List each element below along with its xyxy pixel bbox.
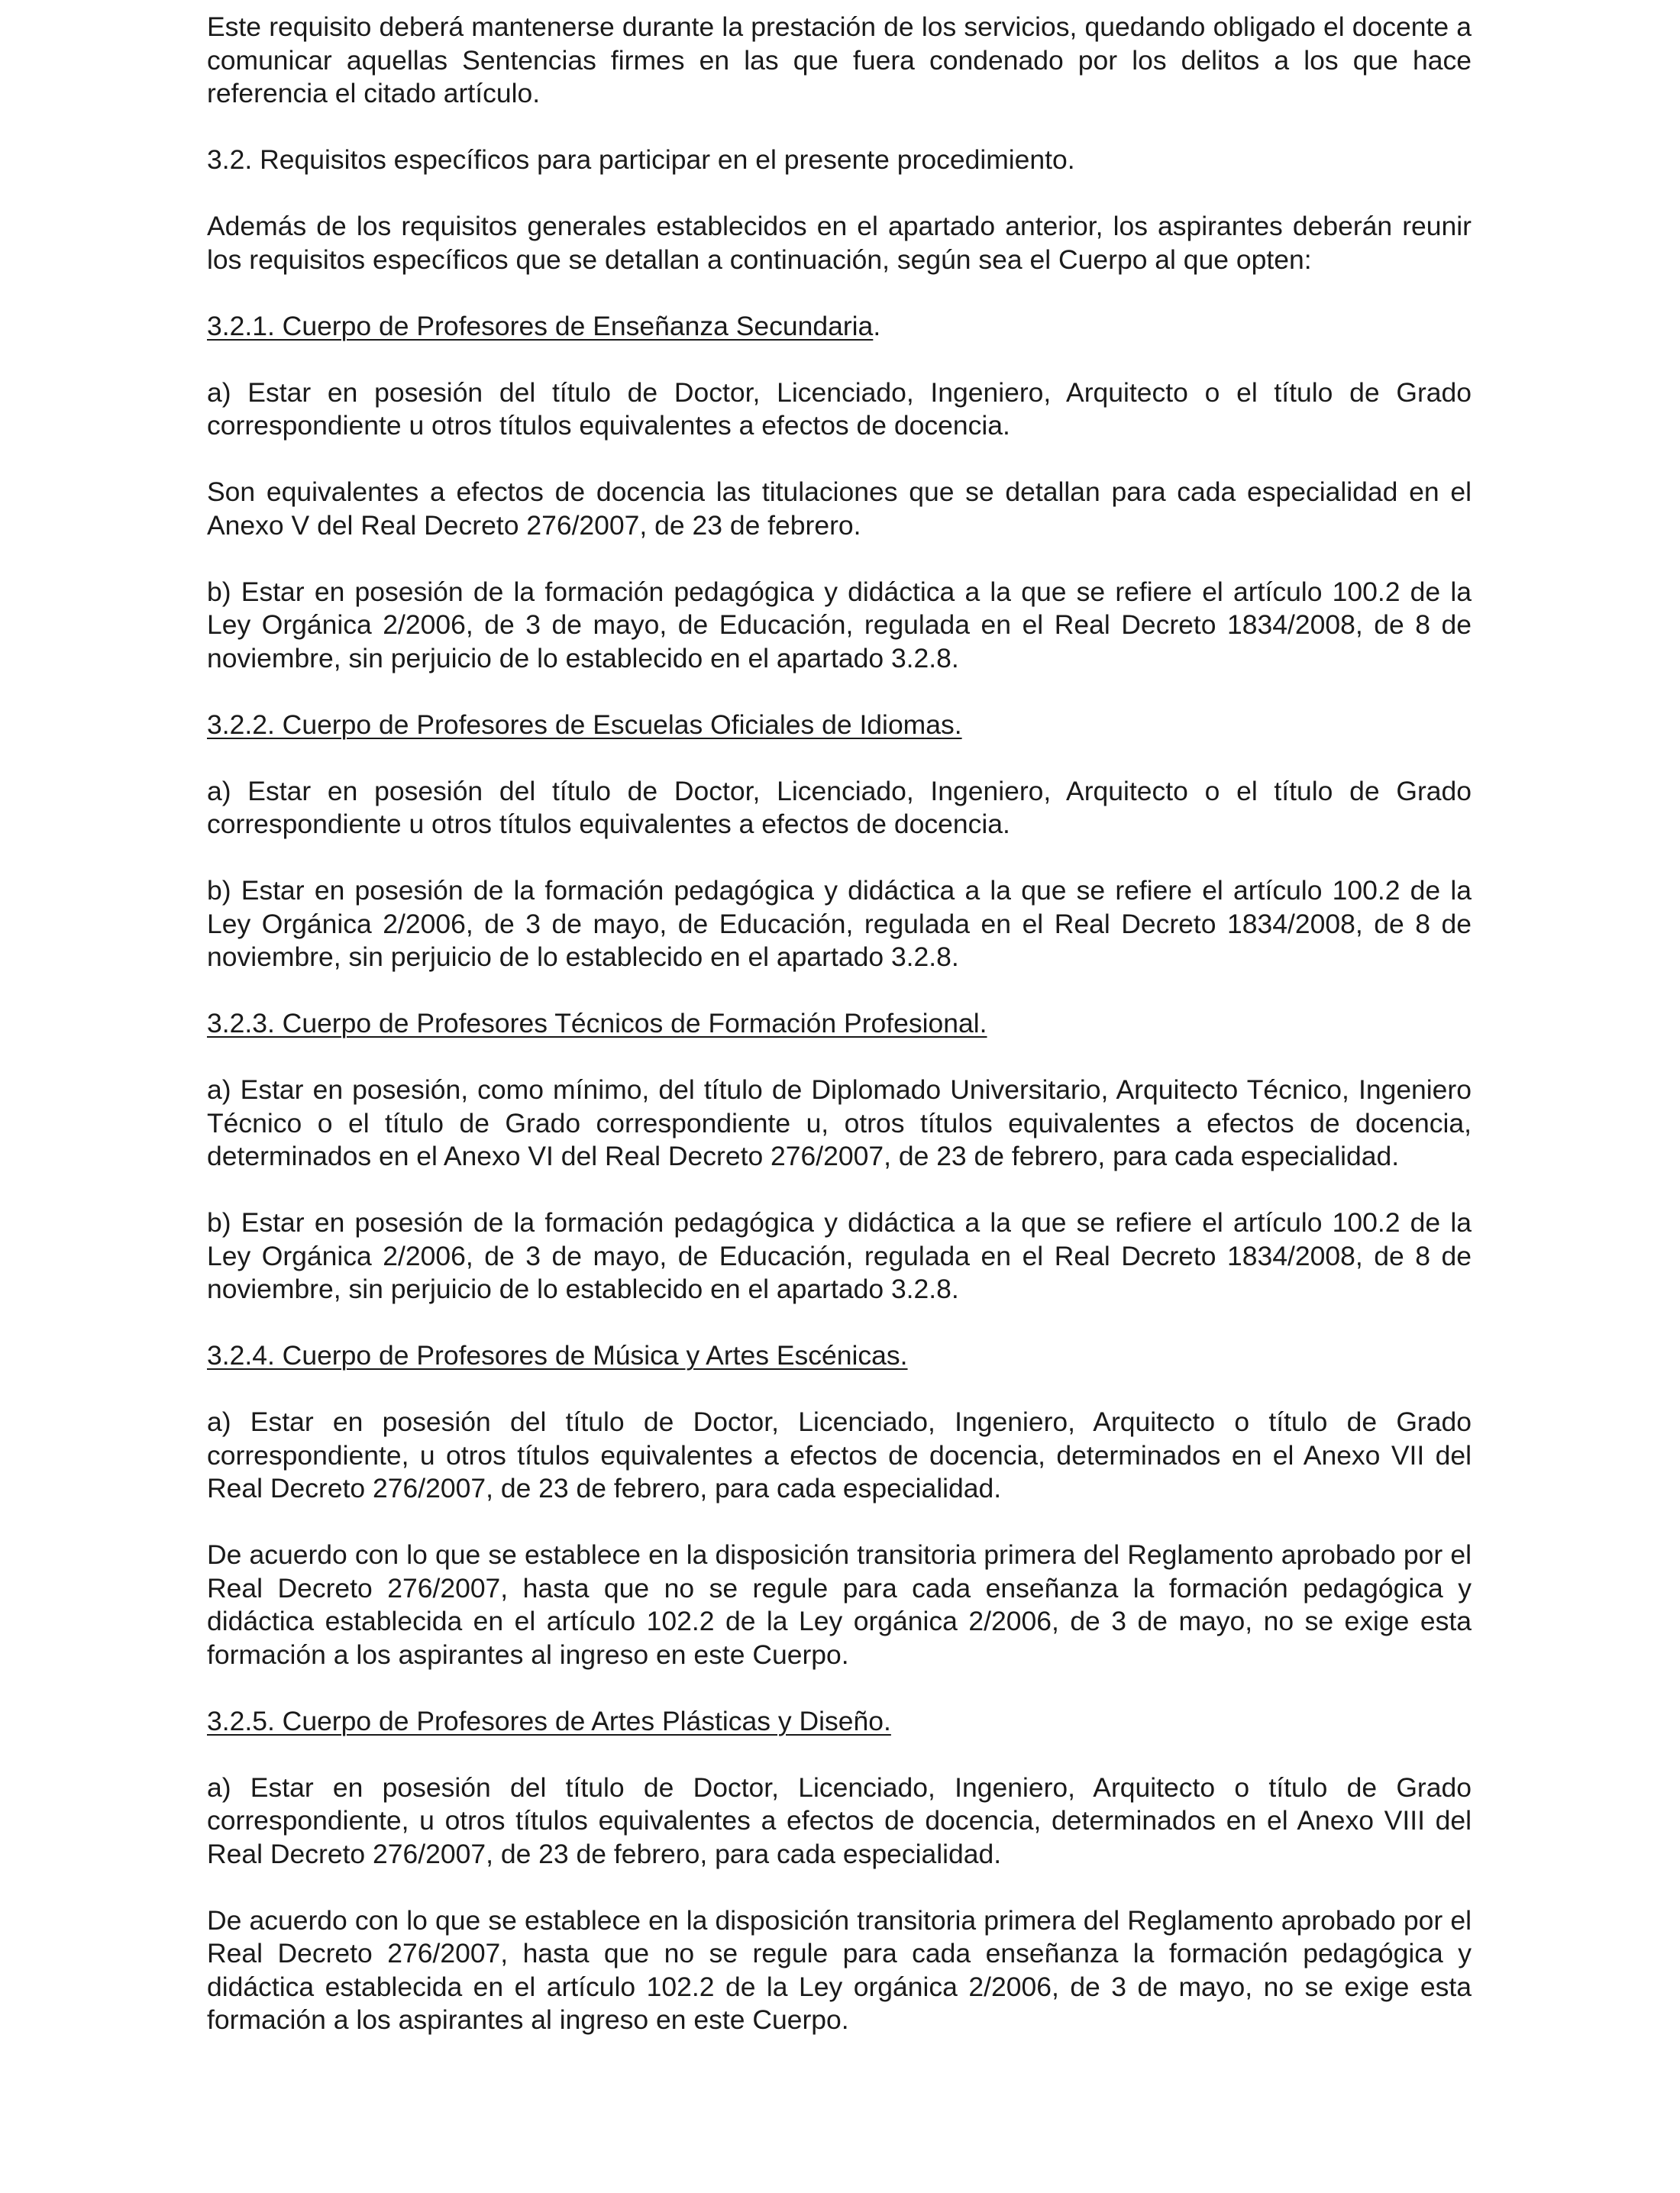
section-3-2-5-requirement-a: a) Estar en posesión del título de Doctor, Licenciado, Ingeniero, Arquitecto o título de Grado correspondiente, u otros títulos equivalentes a efectos de docencia, determinados en el Anexo VIII del Real Decreto 276/2007, de 23 de febrero, para cada especialidad. <box>207 1772 1472 1869</box>
section-3-2-1-requirement-a: a) Estar en posesión del título de Doctor, Licenciado, Ingeniero, Arquitecto o el título de Grado correspondiente u otros títulos equivalentes a efectos de docencia. <box>207 376 1472 441</box>
section-3-2-title: 3.2. Requisitos específicos para participar en el presente procedimiento. <box>207 144 1075 175</box>
section-3-2-2-requirement-a: a) Estar en posesión del título de Doctor, Licenciado, Ingeniero, Arquitecto o el título de Grado correspondiente u otros títulos equivalentes a efectos de docencia. <box>207 775 1472 839</box>
document-page <box>207 11 1472 2070</box>
section-3-2-text: Además de los requisitos generales establecidos en el apartado anterior, los aspirantes deberán reunir los requisitos específicos que se detallan a continuación, según sea el Cuerpo al que opten: <box>207 211 1472 275</box>
section-3-2-2-heading-text: 3.2.2. Cuerpo de Profesores de Escuelas Oficiales de Idiomas. <box>207 709 962 740</box>
section-3-2-3-heading <box>207 1007 1472 1041</box>
section-3-2-1-heading-suffix: . <box>873 310 881 341</box>
section-3-2-3-requirement-b: b) Estar en posesión de la formación pedagógica y didáctica a la que se refiere el artículo 100.2 de la Ley Orgánica 2/2006, de 3 de mayo, de Educación, regulada en el Real Decreto 1834/2008, de 8 de noviembre, sin perjuicio de lo establecido en el apartado 3.2.8. <box>207 1207 1472 1304</box>
section-3-2-4-requirement-a: a) Estar en posesión del título de Doctor, Licenciado, Ingeniero, Arquitecto o título de Grado correspondiente, u otros títulos equivalentes a efectos de docencia, determinados en el Anexo VII del Real Decreto 276/2007, de 23 de febrero, para cada especialidad. <box>207 1407 1472 1503</box>
section-3-2-4-heading-text: 3.2.4. Cuerpo de Profesores de Música y Artes Escénicas. <box>207 1340 908 1371</box>
section-3-2-1-equivalences: Son equivalentes a efectos de docencia las titulaciones que se detallan para cada especialidad en el Anexo V del Real Decreto 276/2007, de 23 de febrero. <box>207 476 1472 541</box>
section-3-2-2-requirement-b: b) Estar en posesión de la formación pedagógica y didáctica a la que se refiere el artículo 100.2 de la Ley Orgánica 2/2006, de 3 de mayo, de Educación, regulada en el Real Decreto 1834/2008, de 8 de noviembre, sin perjuicio de lo establecido en el apartado 3.2.8. <box>207 875 1472 972</box>
section-3-2-5-heading-text: 3.2.5. Cuerpo de Profesores de Artes Plásticas y Diseño. <box>207 1705 891 1736</box>
section-3-2-5-transitional-note: De acuerdo con lo que se establece en la disposición transitoria primera del Reglamento aprobado por el Real Decreto 276/2007, hasta que no se regule para cada enseñanza la formación pedagógica y didáctica establecida en el artículo 102.2 de la Ley orgánica 2/2006, de 3 de mayo, no se exige esta formación a los aspirantes al ingreso en este Cuerpo. <box>207 1904 1472 2035</box>
section-3-2-1-heading-text: 3.2.1. Cuerpo de Profesores de Enseñanza Secundaria <box>207 310 874 341</box>
section-3-2-1-heading <box>207 310 1472 344</box>
section-3-2-1-requirement-b: b) Estar en posesión de la formación pedagógica y didáctica a la que se refiere el artículo 100.2 de la Ley Orgánica 2/2006, de 3 de mayo, de Educación, regulada en el Real Decreto 1834/2008, de 8 de noviembre, sin perjuicio de lo establecido en el apartado 3.2.8. <box>207 576 1472 673</box>
section-3-2-4-transitional-note: De acuerdo con lo que se establece en la disposición transitoria primera del Reglamento aprobado por el Real Decreto 276/2007, hasta que no se regule para cada enseñanza la formación pedagógica y didáctica establecida en el artículo 102.2 de la Ley orgánica 2/2006, de 3 de mayo, no se exige esta formación a los aspirantes al ingreso en este Cuerpo. <box>207 1539 1472 1670</box>
section-3-2-3-heading-text: 3.2.3. Cuerpo de Profesores Técnicos de Formación Profesional. <box>207 1008 987 1038</box>
section-3-2-2-heading <box>207 709 1472 742</box>
intro-paragraph: Este requisito deberá mantenerse durante la prestación de los servicios, quedando obligado el docente a comunicar aquellas Sentencias firmes en las que fuera condenado por los delitos a los que hace referencia el citado artículo. <box>207 11 1472 108</box>
section-3-2-5-heading <box>207 1705 1472 1739</box>
section-3-2-4-heading <box>207 1339 1472 1373</box>
section-3-2-3-requirement-a: a) Estar en posesión, como mínimo, del título de Diplomado Universitario, Arquitecto Técnico, Ingeniero Técnico o el título de Grado correspondiente u, otros títulos equivalentes a efectos de docencia, determinados en el Anexo VI del Real Decreto 276/2007, de 23 de febrero, para cada especialidad. <box>207 1074 1472 1171</box>
